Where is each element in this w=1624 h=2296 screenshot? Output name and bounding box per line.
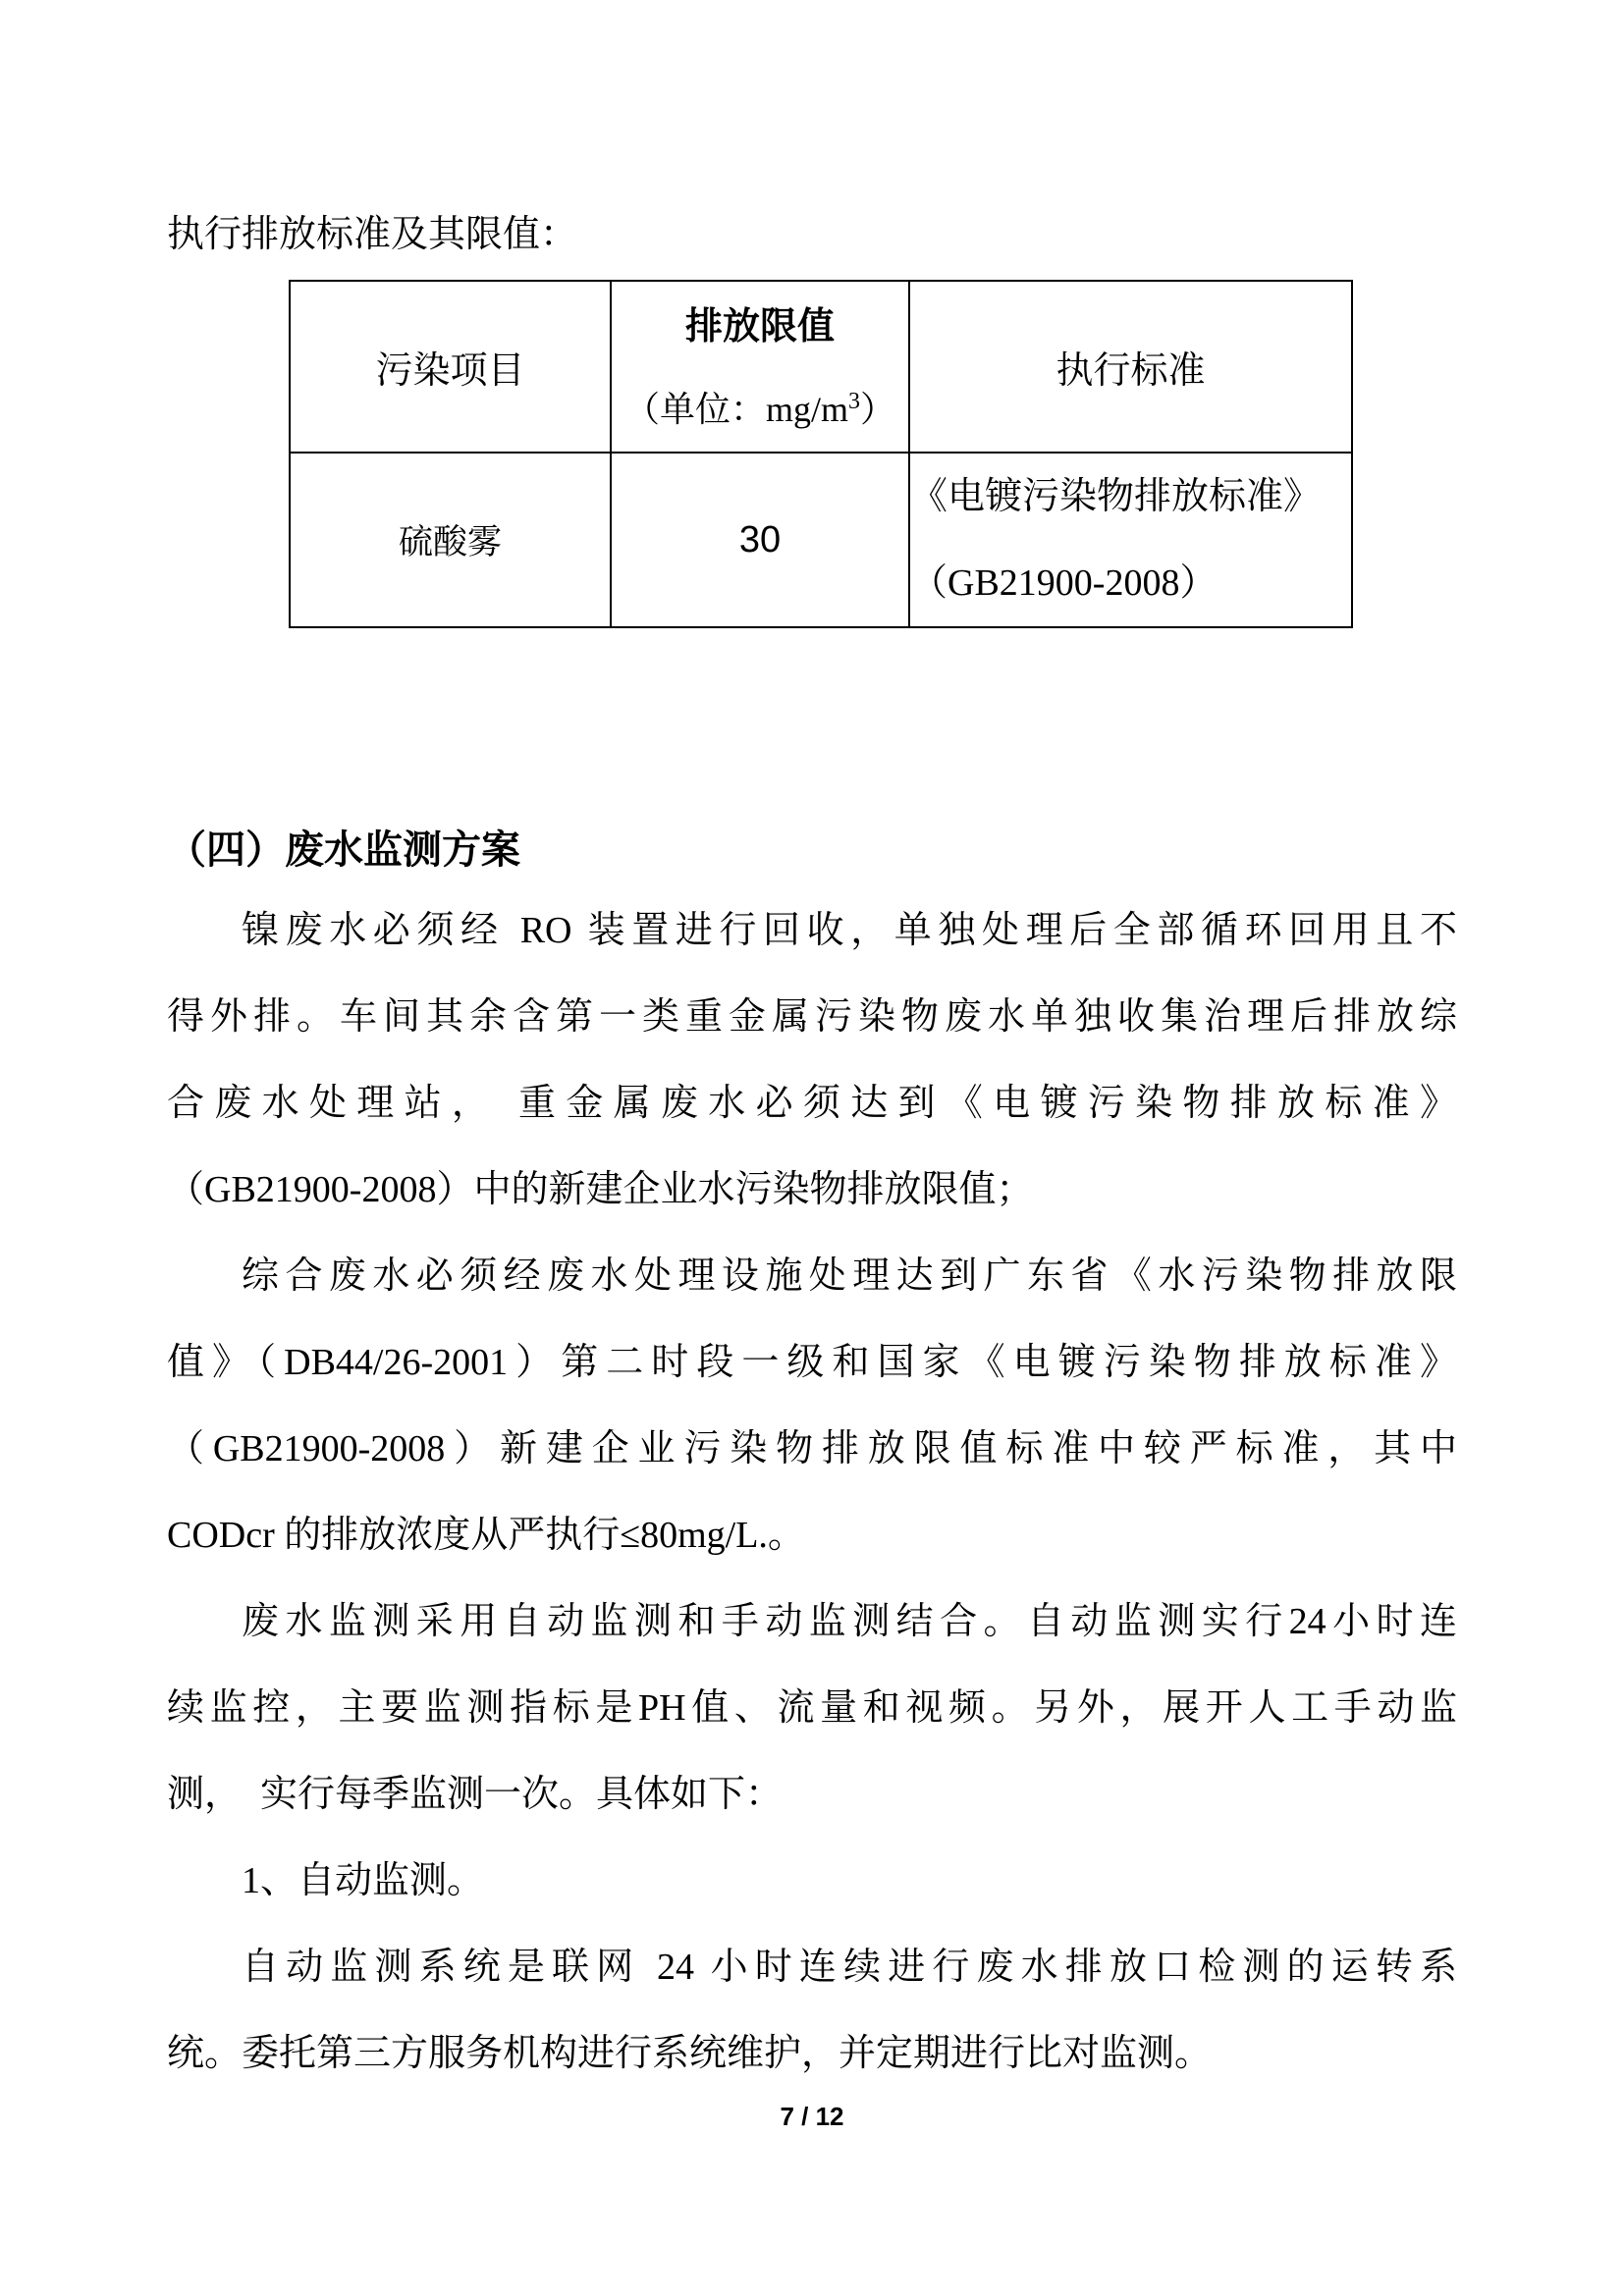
table-data-row bbox=[290, 453, 1352, 627]
unit-superscript: 3 bbox=[848, 388, 860, 414]
text-line: （GB21900-2008）新建企业污染物排放限值标准中较严标准，其中 bbox=[167, 1428, 1457, 1469]
unit-suffix: ） bbox=[860, 389, 896, 429]
text-line: 续监控，主要监测指标是PH值、流量和视频。另外，展开人工手动监 bbox=[167, 1687, 1457, 1729]
text-line: CODcr 的排放浓度从严执行≤80mg/L.。 bbox=[167, 1515, 805, 1556]
cell-standard-name bbox=[909, 453, 1352, 627]
text-line: 1、自动监测。 bbox=[242, 1860, 485, 1901]
paragraph bbox=[167, 1924, 1457, 2097]
paragraph bbox=[167, 887, 1457, 1233]
table-header-row bbox=[290, 281, 1352, 453]
page-number: 7 / 12 bbox=[780, 2102, 844, 2131]
section-heading: （四）废水监测方案 bbox=[167, 828, 520, 872]
text-line: 综合废水必须经废水处理设施处理达到广东省《水污染物排放限 bbox=[242, 1255, 1457, 1297]
text-line: （GB21900-2008）中的新建企业水污染物排放限值； bbox=[167, 1169, 1034, 1210]
text-line: 镍废水必须经 RO 装置进行回收，单独处理后全部循环回用且不 bbox=[242, 910, 1457, 951]
paragraph bbox=[167, 1578, 1457, 1838]
paragraph bbox=[167, 1233, 1457, 1578]
unit-prefix: （单位：mg/m bbox=[623, 389, 848, 429]
cell-limit-value: 30 bbox=[611, 453, 909, 627]
header-pollutant-item: 污染项目 bbox=[290, 281, 611, 453]
text-line: 得外排。车间其余含第一类重金属污染物废水单独收集治理后排放综 bbox=[167, 996, 1457, 1038]
text-line: 自动监测系统是联网 24 小时连续进行废水排放口检测的运转系 bbox=[242, 1947, 1457, 1988]
paragraphs bbox=[167, 887, 1457, 2097]
standard-code: （GB21900-2008） bbox=[910, 562, 1218, 604]
emission-limits-table bbox=[289, 280, 1353, 628]
text-line: 值》（DB44/26-2001）第二时段一级和国家《电镀污染物排放标准》 bbox=[167, 1342, 1457, 1383]
header-emission-limit-unit bbox=[612, 380, 908, 431]
text-line: 合废水处理站， 重金属废水必须达到《电镀污染物排放标准》 bbox=[167, 1083, 1457, 1124]
text-line: 统。委托第三方服务机构进行系统维护，并定期进行比对监测。 bbox=[167, 2033, 1213, 2074]
standard-title: 《电镀污染物排放标准》 bbox=[910, 476, 1322, 517]
text-line: 测， 实行每季监测一次。具体如下： bbox=[167, 1774, 784, 1815]
intro-line: 执行排放标准及其限值： bbox=[167, 214, 578, 255]
header-emission-limit bbox=[611, 281, 909, 453]
cell-pollutant-name: 硫酸雾 bbox=[290, 453, 611, 627]
text-line: 废水监测采用自动监测和手动监测结合。自动监测实行24小时连 bbox=[242, 1601, 1457, 1642]
paragraph bbox=[167, 1838, 1457, 1924]
header-emission-limit-title: 排放限值 bbox=[684, 305, 835, 347]
header-applicable-standard: 执行标准 bbox=[909, 281, 1352, 453]
